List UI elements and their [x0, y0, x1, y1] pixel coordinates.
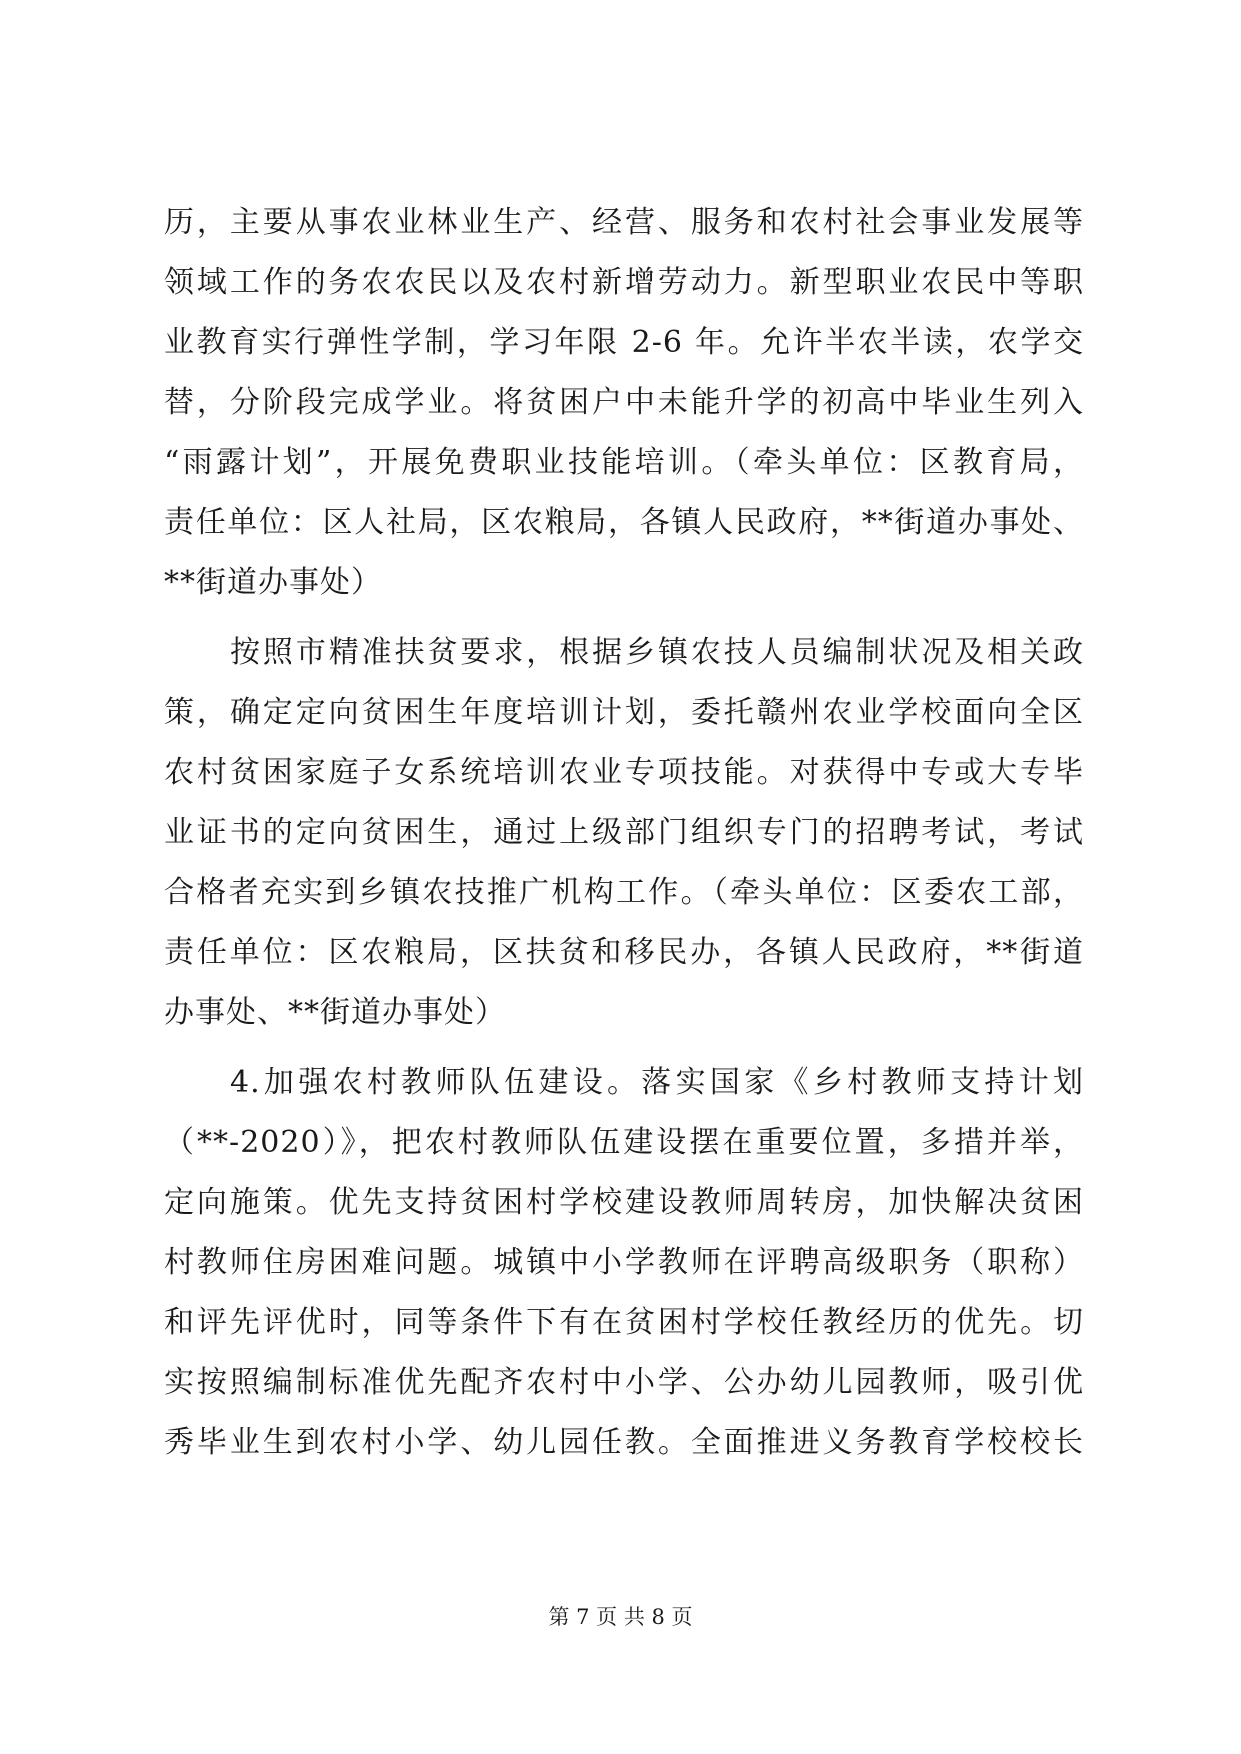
text-line-18: 村教师住房困难问题。城镇中小学教师在评聘高级职务（职称） [164, 1245, 1084, 1280]
text-line-15: 4.加强农村教师队伍建设。落实国家《乡村教师支持计划 [230, 1065, 1084, 1100]
text-line-10: 农村贫困家庭子女系统培训农业专项技能。对获得中专或大专毕 [164, 755, 1084, 790]
text-line-2: 领域工作的务农农民以及农村新增劳动力。新型职业农民中等职 [164, 265, 1084, 300]
text-line-17: 定向施策。优先支持贫困村学校建设教师周转房，加快解决贫困 [164, 1185, 1084, 1220]
text-line-13: 责任单位：区农粮局，区扶贫和移民办，各镇人民政府，**街道 [164, 935, 1084, 970]
text-line-4: 替，分阶段完成学业。将贫困户中未能升学的初高中毕业生列入 [164, 385, 1084, 420]
text-line-16: （**-2020）》，把农村教师队伍建设摆在重要位置，多措并举， [164, 1125, 1084, 1160]
text-line-8: 按照市精准扶贫要求，根据乡镇农技人员编制状况及相关政 [230, 635, 1084, 670]
text-line-3: 业教育实行弹性学制，学习年限 2-6 年。允许半农半读，农学交 [164, 325, 1084, 360]
text-line-1: 历，主要从事农业林业生产、经营、服务和农村社会事业发展等 [164, 205, 1084, 240]
text-line-20: 实按照编制标准优先配齐农村中小学、公办幼儿园教师，吸引优 [164, 1365, 1084, 1400]
text-line-5: “雨露计划”，开展免费职业技能培训。（牵头单位：区教育局， [164, 445, 1084, 480]
text-line-6: 责任单位：区人社局，区农粮局，各镇人民政府，**街道办事处、 [164, 505, 1084, 540]
page-footer: 第 7 页 共 8 页 [548, 1605, 693, 1629]
text-line-9: 策，确定定向贫困生年度培训计划，委托赣州农业学校面向全区 [164, 695, 1084, 730]
text-line-7: **街道办事处） [164, 565, 382, 600]
text-line-14: 办事处、**街道办事处） [164, 995, 506, 1030]
text-line-19: 和评先评优时，同等条件下有在贫困村学校任教经历的优先。切 [164, 1305, 1084, 1340]
text-line-21: 秀毕业生到农村小学、幼儿园任教。全面推进义务教育学校校长 [164, 1425, 1084, 1460]
text-line-11: 业证书的定向贫困生，通过上级部门组织专门的招聘考试，考试 [164, 815, 1084, 850]
text-line-12: 合格者充实到乡镇农技推广机构工作。（牵头单位：区委农工部， [164, 875, 1084, 910]
